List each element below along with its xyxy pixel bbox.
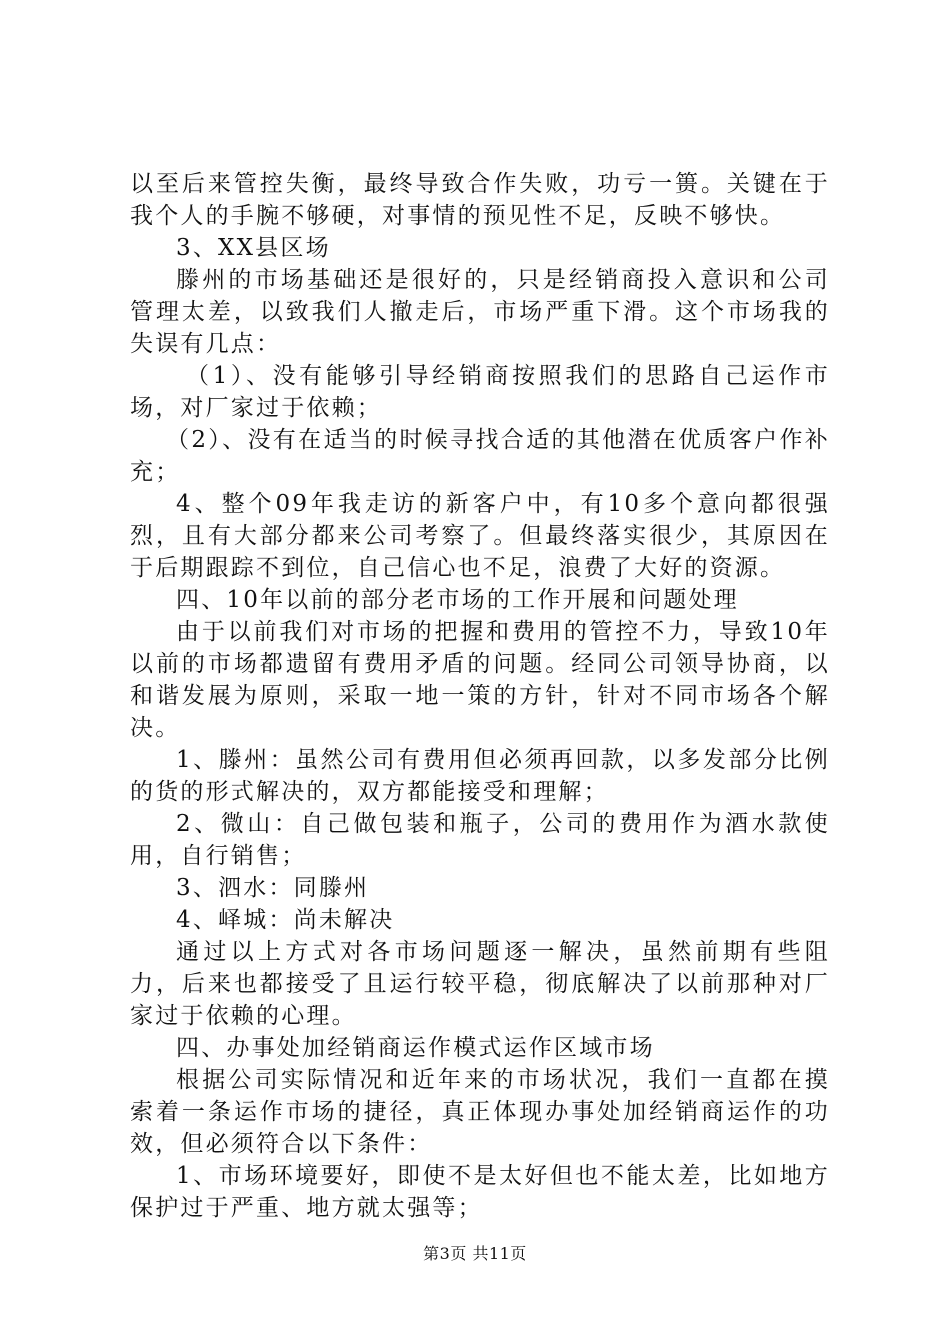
paragraph-16: 1、市场环境要好，即使不是太好但也不能太差，比如地方保护过于严重、地方就太强等；	[130, 1163, 830, 1221]
paragraph-15: 根据公司实际情况和近年来的市场状况，我们一直都在摸索着一条运作市场的捷径，真正体现办事处加经销商运作的功效，但必须符合以下条件：	[130, 1067, 830, 1157]
paragraph-9: 1、滕州：虽然公司有费用但必须再回款，以多发部分比例的货的形式解决的，双方都能接受和理解；	[130, 747, 830, 805]
paragraph-6: 4、整个09年我走访的新客户中，有10多个意向都很强烈，且有大部分都来公司考察了。但最终落实很少，其原因在于后期跟踪不到位，自己信心也不足，浪费了大好的资源。	[130, 491, 830, 581]
page-footer: 第3页 共11页	[423, 1244, 527, 1263]
paragraph-13: 通过以上方式对各市场问题逐一解决，虽然前期有些阻力，后来也都接受了且运行较平稳，彻底解决了以前那种对厂家过于依赖的心理。	[130, 939, 830, 1029]
paragraph-14: 四、办事处加经销商运作模式运作区域市场	[176, 1035, 655, 1061]
paragraph-7: 四、10年以前的部分老市场的工作开展和问题处理	[176, 587, 739, 613]
paragraph-2: 3、XX县区场	[176, 235, 331, 261]
paragraph-10: 2、微山：自己做包装和瓶子，公司的费用作为酒水款使用，自行销售；	[130, 811, 830, 869]
paragraph-4: （1）、没有能够引导经销商按照我们的思路自己运作市场，对厂家过于依赖；	[130, 363, 830, 421]
paragraph-8: 由于以前我们对市场的把握和费用的管控不力，导致10年以前的市场都遗留有费用矛盾的问题。经同公司领导协商，以和谐发展为原则，采取一地一策的方针，针对不同市场各个解决。	[130, 619, 830, 741]
paragraph-3: 滕州的市场基础还是很好的，只是经销商投入意识和公司管理太差，以致我们人撤走后，市场严重下滑。这个市场我的失误有几点：	[130, 267, 830, 357]
paragraph-5: （2）、没有在适当的时候寻找合适的其他潜在优质客户作补充；	[130, 427, 830, 485]
paragraph-12: 4、峄城：尚未解决	[176, 907, 395, 933]
paragraph-1: 以至后来管控失衡，最终导致合作失败，功亏一篑。关键在于我个人的手腕不够硬，对事情的预见性不足，反映不够快。	[130, 171, 830, 229]
paragraph-11: 3、泗水：同滕州	[176, 875, 370, 901]
document-body	[130, 168, 830, 1224]
